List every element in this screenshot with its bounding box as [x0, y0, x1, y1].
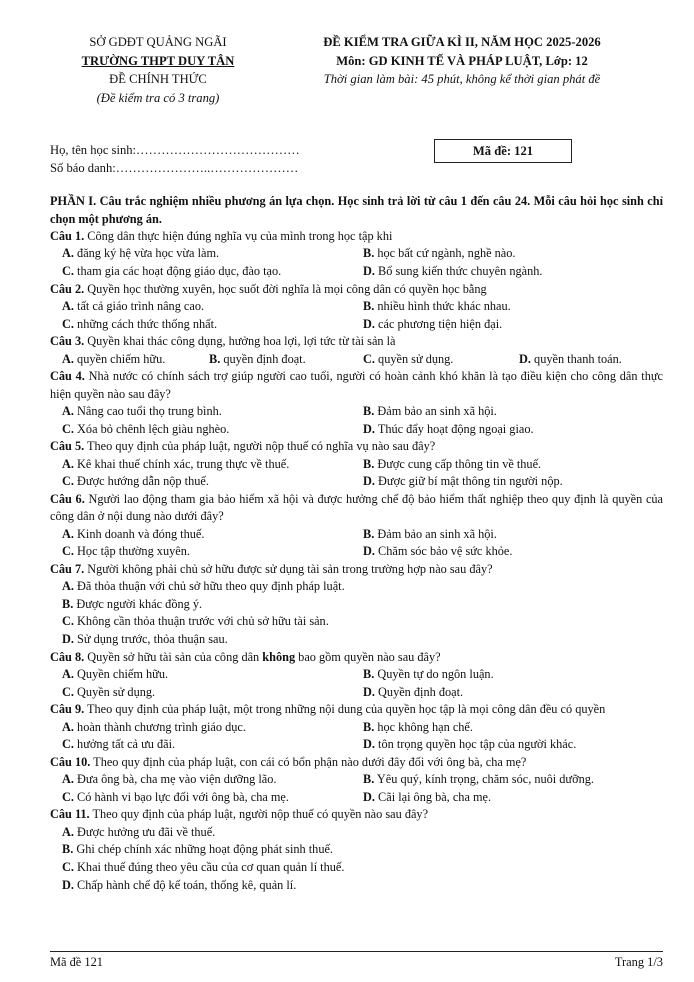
question-number: Câu 5. [50, 439, 85, 454]
question-number: Câu 8. [50, 649, 85, 664]
question-number: Câu 2. [50, 281, 85, 296]
options-row [50, 543, 663, 561]
option-a: A. hoàn thành chương trình giáo dục. [62, 719, 246, 734]
question-text: Theo quy định của pháp luật, người nộp thuế có quyền nào sau đây? [89, 807, 429, 822]
question-number: Câu 10. [50, 754, 91, 769]
question-text: Theo quy định của pháp luật, người nộp thuế có nghĩa vụ nào sau đây? [84, 439, 436, 454]
option-a: A. Đã thỏa thuận với chủ sở hữu theo quy định pháp luật. [62, 579, 345, 594]
question-2 [50, 281, 663, 298]
options-row [50, 263, 663, 281]
option-d: D. Được giữ bí mật thông tin người nộp. [363, 474, 563, 489]
options-row [50, 684, 663, 702]
student-id-line: Số báo danh:…………………..………………… [50, 161, 299, 175]
question-10 [50, 754, 663, 771]
department-name: SỞ GDĐT QUẢNG NGÃI [89, 35, 227, 49]
question-text: Quyền khai thác công dụng, hưởng hoa lợi, lợi tức từ tài sản là [84, 334, 396, 349]
option-c: C. Xóa bỏ chênh lệch giàu nghèo. [62, 421, 230, 436]
exam-content [50, 193, 663, 894]
options-row [50, 666, 663, 684]
option-d: D. tôn trọng quyền học tập của người khác. [363, 737, 577, 752]
option-a: A. đăng ký hệ vừa học vừa làm. [62, 246, 220, 261]
option-a: A. Quyền chiếm hữu. [62, 666, 169, 681]
pages-note: (Đề kiểm tra có 3 trang) [96, 90, 220, 105]
options-row [50, 245, 663, 263]
option-c: C. Có hành vi bạo lực đối với ông bà, cha mẹ. [62, 789, 289, 804]
question-text: Nhà nước có chính sách trợ giúp người cao tuổi, người có hoàn cảnh khó khăn là tạo điều kiện cho công dân thực hiện quyền nào sau đây? [50, 369, 663, 401]
question-5 [50, 438, 663, 455]
question-text: Theo quy định của pháp luật, con cái có bổn phận nào dưới đây đối với ông bà, cha mẹ? [90, 754, 527, 769]
question-number: Câu 1. [50, 229, 85, 243]
question-text: Công dân thực hiện đúng nghĩa vụ của mình trong học tập khi [84, 229, 393, 243]
option-c: C. Được hướng dẫn nộp thuế. [62, 474, 209, 489]
option-b: B. Đảm bảo an sinh xã hội. [363, 526, 497, 541]
option-d: D. các phương tiện hiện đại. [363, 316, 503, 331]
option-b: B. Đảm bảo an sinh xã hội. [363, 404, 497, 418]
option-c: C. những cách thức thống nhất. [62, 316, 218, 331]
question-1 [50, 228, 663, 245]
question-number: Câu 7. [50, 561, 85, 576]
question-text-end: bao gồm quyền nào sau đây? [295, 649, 441, 664]
question-text: Quyền sở hữu tài sản của công dân [84, 649, 263, 664]
option-a: A. Nâng cao tuổi thọ trung bình. [62, 404, 222, 418]
question-9 [50, 701, 663, 718]
option-d: D. Bổ sung kiến thức chuyên ngành. [363, 264, 543, 278]
option-c: C. tham gia các hoạt động giáo dục, đào tạo. [62, 264, 282, 278]
exam-title: ĐỀ KIỂM TRA GIỮA KÌ II, NĂM HỌC 2025-2026 [323, 35, 601, 49]
option-d: D. Sử dụng trước, thỏa thuận sau. [62, 631, 228, 646]
options-row [50, 403, 663, 421]
official-label: ĐỀ CHÍNH THỨC [109, 72, 207, 86]
question-text: Người lao động tham gia bảo hiểm xã hội và được hưởng chế độ bảo hiểm thất nghiệp theo quy định là quyền của công dân ở nội dung nào dưới đây? [50, 491, 664, 524]
footer-page-number: Trang 1/3 [614, 955, 663, 969]
part1-title: PHẦN I. Câu trắc nghiệm nhiều phương án lựa chọn. Học sinh trả lời từ câu 1 đến câu 24. Mỗi câu hỏi học sinh chỉ chọn một phương án. [50, 194, 663, 226]
question-11 [50, 806, 663, 823]
option-a: A. Kê khai thuế chính xác, trung thực về thuế. [62, 456, 290, 471]
question-3 [50, 333, 663, 350]
option-c: C. hưởng tất cả ưu đãi. [62, 737, 176, 752]
options-row [50, 736, 663, 754]
options-row [50, 473, 663, 491]
exam-code-box: Mã đề: 121 [434, 139, 572, 163]
option-d: D. Cãi lại ông bà, cha mẹ. [363, 789, 492, 804]
footer-exam-code: Mã đề 121 [50, 955, 103, 969]
option-b: B. Quyền tự do ngôn luận. [363, 666, 494, 681]
option-d: D. Thúc đẩy hoạt động ngoại giao. [363, 421, 534, 436]
option-b: B. nhiều hình thức khác nhau. [363, 299, 511, 313]
options-row [50, 526, 663, 544]
option-b: B. Được người khác đồng ý. [62, 596, 203, 611]
subject-line: Môn: GD KINH TẾ VÀ PHÁP LUẬT, Lớp: 12 [336, 53, 588, 68]
question-7 [50, 561, 663, 578]
question-text: Quyền học thường xuyên, học suốt đời nghĩa là mọi công dân có quyền học bằng [84, 281, 487, 296]
student-name-line: Họ, tên học sinh:………………………………… [50, 143, 300, 157]
emphasis-word: không [262, 649, 296, 664]
option-b: B. Yêu quý, kính trọng, chăm sóc, nuôi dưỡng. [363, 772, 594, 787]
option-c: C. Khai thuế đúng theo yêu cầu của cơ quan quản lí thuế. [62, 859, 345, 874]
options-row [50, 316, 663, 334]
option-a: A. quyền chiếm hữu. [62, 351, 166, 366]
time-note: Thời gian làm bài: 45 phút, không kể thời gian phát đề [323, 72, 601, 86]
options-row [50, 351, 663, 369]
options-row [50, 771, 663, 789]
school-name: TRƯỜNG THPT DUY TÂN [81, 53, 235, 68]
options-row [50, 421, 663, 439]
option-c: C. Học tập thường xuyên. [62, 544, 190, 559]
option-b: B. quyền định đoạt. [209, 351, 306, 366]
option-d: D. Chấp hành chế độ kế toán, thống kê, quản lí. [62, 877, 297, 892]
option-d: D. Quyền định đoạt. [363, 684, 464, 699]
student-info [50, 141, 300, 177]
options-row [50, 298, 663, 316]
option-a: A. Được hưởng ưu đãi về thuế. [62, 824, 216, 839]
question-number: Câu 3. [50, 334, 85, 349]
option-b: B. Được cung cấp thông tin về thuế. [363, 456, 542, 471]
question-number: Câu 6. [50, 491, 85, 506]
option-b: B. học không hạn chế. [363, 719, 473, 734]
option-b: B. học bất cứ ngành, nghề nào. [363, 246, 516, 261]
option-b: B. Ghi chép chính xác những hoạt động phát sinh thuế. [62, 842, 334, 857]
question-number: Câu 9. [50, 702, 85, 717]
question-8 [50, 649, 663, 666]
option-c: C. Không cần thỏa thuận trước với chủ sở hữu tài sản. [62, 614, 329, 629]
option-c: C. quyền sử dụng. [363, 351, 454, 366]
question-number: Câu 11. [50, 807, 90, 822]
option-d: D. quyền thanh toán. [519, 351, 622, 366]
question-number: Câu 4. [50, 369, 85, 384]
option-a: A. Kinh doanh và đóng thuế. [62, 526, 205, 541]
header-left [60, 33, 256, 107]
header-right [288, 33, 636, 89]
option-c: C. Quyền sử dụng. [62, 684, 156, 699]
option-d: D. Chăm sóc bảo vệ sức khỏe. [363, 544, 513, 559]
question-text: Người không phải chủ sở hữu được sử dụng tài sản trong trường hợp nào sau đây? [84, 561, 493, 576]
options-row [50, 719, 663, 737]
option-a: A. tất cả giáo trình nâng cao. [62, 299, 205, 313]
question-4 [50, 368, 663, 403]
footer-divider [50, 951, 663, 952]
options-row [50, 456, 663, 474]
question-6 [50, 491, 663, 526]
option-a: A. Đưa ông bà, cha mẹ vào viện dưỡng lão. [62, 772, 277, 787]
options-row [50, 789, 663, 807]
question-text: Theo quy định của pháp luật, một trong những nội dung của quyền học tập là mọi công dân đều có quyền [84, 702, 606, 717]
